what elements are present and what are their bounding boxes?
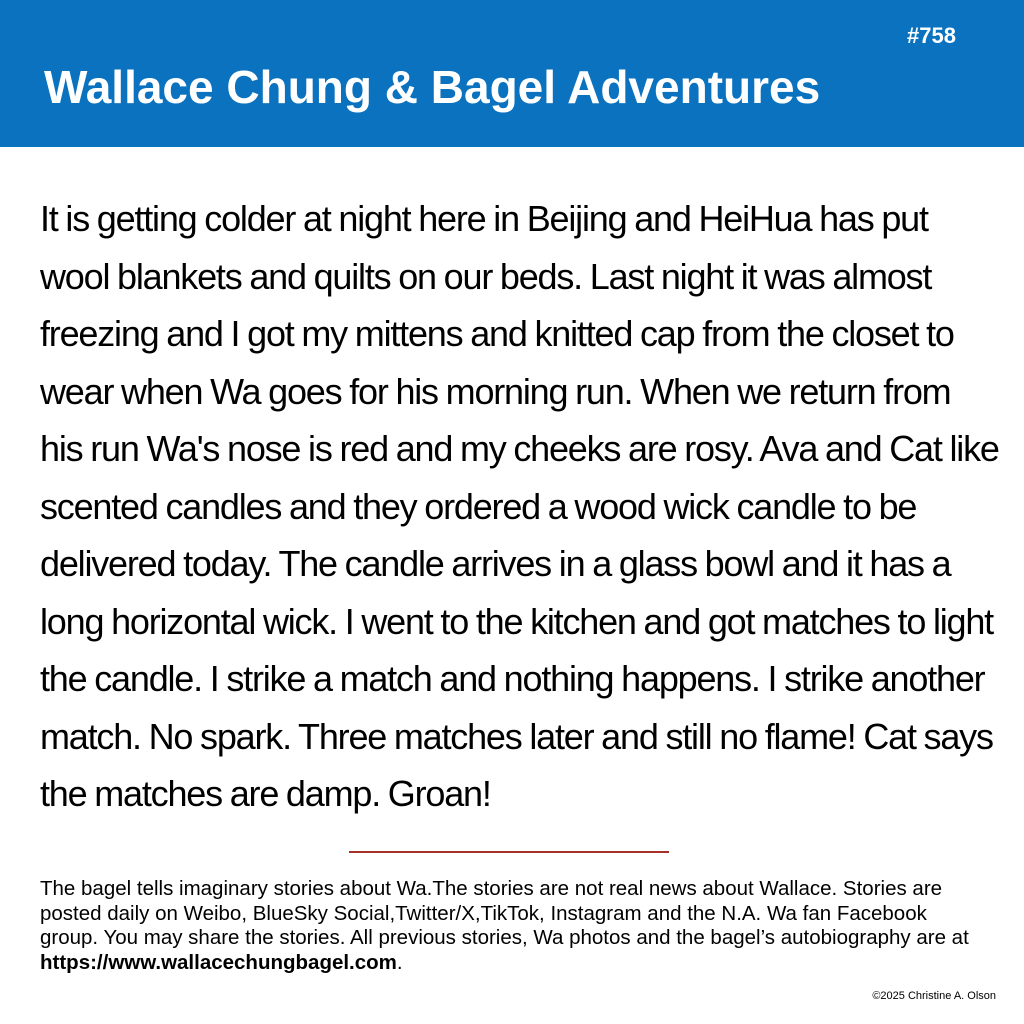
issue-number: #758 [907,23,956,48]
story-text: It is getting colder at night here in Beijing and HeiHua has put wool blankets and quilts on our beds. Last night it was almost freezing and I got my mittens and knitted cap from the closet to wear when Wa goes for his morning run. When we return from his run Wa's nose is red and my cheeks are rosy. Ava and Cat like scented candles and they ordered a wood wick candle to be delivered today. The candle arrives in a glass bowl and it has a long horizontal wick. I went to the kitchen and got matches to light the candle. I strike a match and nothing happens. I strike another match. No spark. Three matches later and still no flame! Cat says the matches are damp. Groan! [40,198,999,814]
header-banner [0,0,1024,147]
url-suffix: . [396,950,403,974]
page-title: Wallace Chung & Bagel Adventures [44,61,821,113]
website-link[interactable]: https://www.wallacechungbagel.com [40,950,397,974]
copyright-notice: ©2025 Christine A. Olson [872,990,996,1002]
disclaimer-text: The bagel tells imaginary stories about Wa.The stories are not real news about Wallace. Stories are posted daily on Weibo, BlueSky Social,Twitter/X,TikTok, Instagram and the N.A. Wa fan Facebook group. You may share the stories. All previous stories, Wa photos and the bagel’s autobiography are at [40,877,969,949]
footer-disclaimer [40,877,990,975]
divider-line [349,851,669,853]
